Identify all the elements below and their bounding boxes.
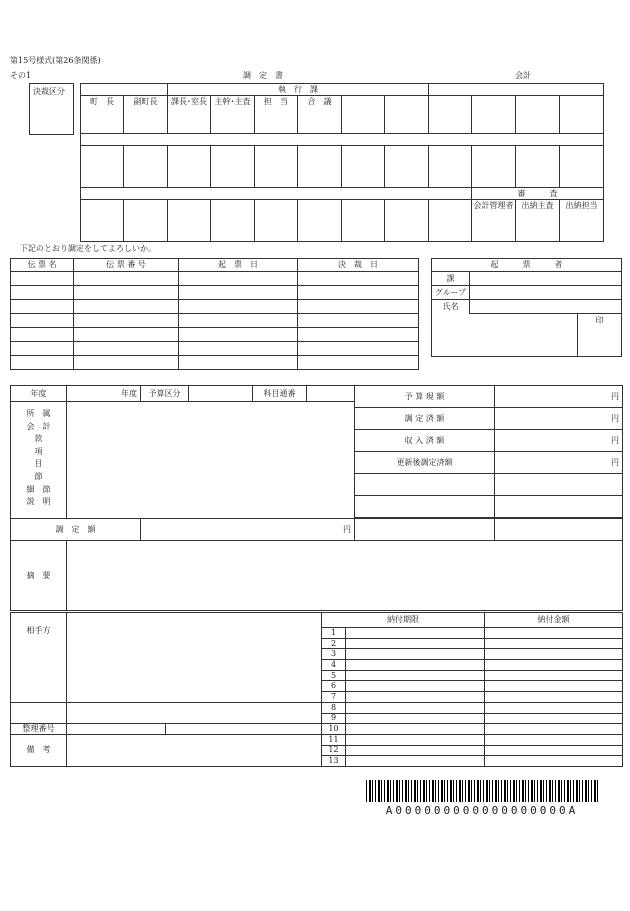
voucher-header-kihyo-date: 起 票 日 [179,259,298,272]
field-setsumei: 説 明 [26,497,51,507]
aitekata-label: 相手方 [11,613,67,703]
voucher-row [11,272,419,286]
schedule-row-num: 1 [322,628,346,639]
kessai-kubun-label: 決裁区分 [33,87,65,96]
account-fields-labels [11,402,67,519]
main-form-table [10,385,623,611]
schedule-row-num: 3 [322,649,346,660]
yosan-kubun-label: 予算区分 [141,386,189,402]
shinsa-suito-tanto: 出納担当 [560,200,604,242]
nendo-value-label: 年度 [67,386,141,402]
counterparty-table [10,612,623,767]
schedule-row-num: 2 [322,638,346,649]
kamoku-tsuban-label: 科目通番 [253,386,307,402]
role-tanto: 担 当 [255,96,298,134]
budget-unit-1: 円 [495,408,623,430]
role-fukuchocho: 副町長 [124,96,168,134]
chotei-gaku-label: 調 定 額 [11,519,141,541]
field-ko: 項 [34,446,43,456]
budget-unit-2: 円 [495,430,623,452]
role-chocho: 町 長 [81,96,124,134]
drafter-name-label: 氏名 [432,300,470,314]
schedule-row-num: 8 [322,702,346,713]
kaikei-label: 会計 [515,71,531,80]
voucher-row [11,286,419,300]
budget-label-0: 予 算 現 額 [355,386,495,408]
schedule-row-num: 10 [322,724,346,735]
schedule-row-num: 6 [322,681,346,692]
voucher-row [11,356,419,370]
form-number: 第15号様式(第26条関係) [10,56,101,65]
budget-unit-0: 円 [495,386,623,408]
role-shukan: 主幹･主査 [211,96,255,134]
voucher-row [11,328,419,342]
role-kacho: 課長･室長 [168,96,211,134]
field-kan: 款 [34,434,43,444]
field-shozoku: 所 属 [26,409,51,418]
kessai-kubun-box [29,83,74,135]
drafter-table [431,258,622,357]
voucher-row [11,342,419,356]
approval-table [80,83,604,242]
schedule-row-num: 11 [322,734,346,745]
field-setsu: 節 [34,471,43,481]
shinsa-header: 審 査 [472,188,604,200]
schedule-row-num: 13 [322,756,346,767]
drafter-group-label: グループ [432,286,470,300]
nofu-kigen-header: 納付期限 [322,613,485,628]
barcode-text: A000000000000000000A [385,804,579,817]
shinsa-suito-shusa: 出納主査 [516,200,560,242]
tekiyo-label: 摘 要 [11,541,67,611]
barcode [366,780,598,802]
schedule-row-num: 9 [322,713,346,724]
budget-label-3: 更新後調定済額 [355,452,495,474]
voucher-header-name: 伝 票 名 [11,259,74,272]
schedule-row-num: 5 [322,670,346,681]
chotei-gaku-yen: 円 [141,519,355,541]
shikko-ka-header: 執 行 課 [168,84,429,96]
shinsa-kaikei-kanrisha: 会計管理者 [472,200,516,242]
voucher-header-kessai-date: 決 裁 日 [298,259,419,272]
form-sub-number: その1 [10,71,32,80]
nofu-kingaku-header: 納付金額 [485,613,623,628]
biko-label: 備 考 [11,734,67,766]
schedule-row-num: 4 [322,660,346,671]
field-moku: 目 [34,459,43,469]
voucher-header-number: 伝 票 番 号 [74,259,179,272]
voucher-row [11,300,419,314]
approval-note: 下記のとおり調定をしてよろしいか。 [20,244,156,253]
schedule-row-num: 7 [322,692,346,703]
voucher-table [10,258,419,370]
nendo-label: 年度 [11,386,67,402]
drafter-ka-label: 課 [432,272,470,286]
role-gogi: 合 議 [298,96,342,134]
page-title: 調 定 書 [243,71,283,80]
voucher-row [11,314,419,328]
field-kaikei: 会 計 [26,421,51,431]
seiri-bango-label: 整理番号 [11,724,67,735]
drafter-seal: 印 [578,314,622,357]
field-saisetsu: 細 節 [26,484,51,494]
budget-label-1: 調 定 済 額 [355,408,495,430]
budget-label-2: 収 入 済 額 [355,430,495,452]
drafter-header: 起 票 者 [432,259,622,272]
budget-unit-3: 円 [495,452,623,474]
schedule-row-num: 12 [322,745,346,756]
